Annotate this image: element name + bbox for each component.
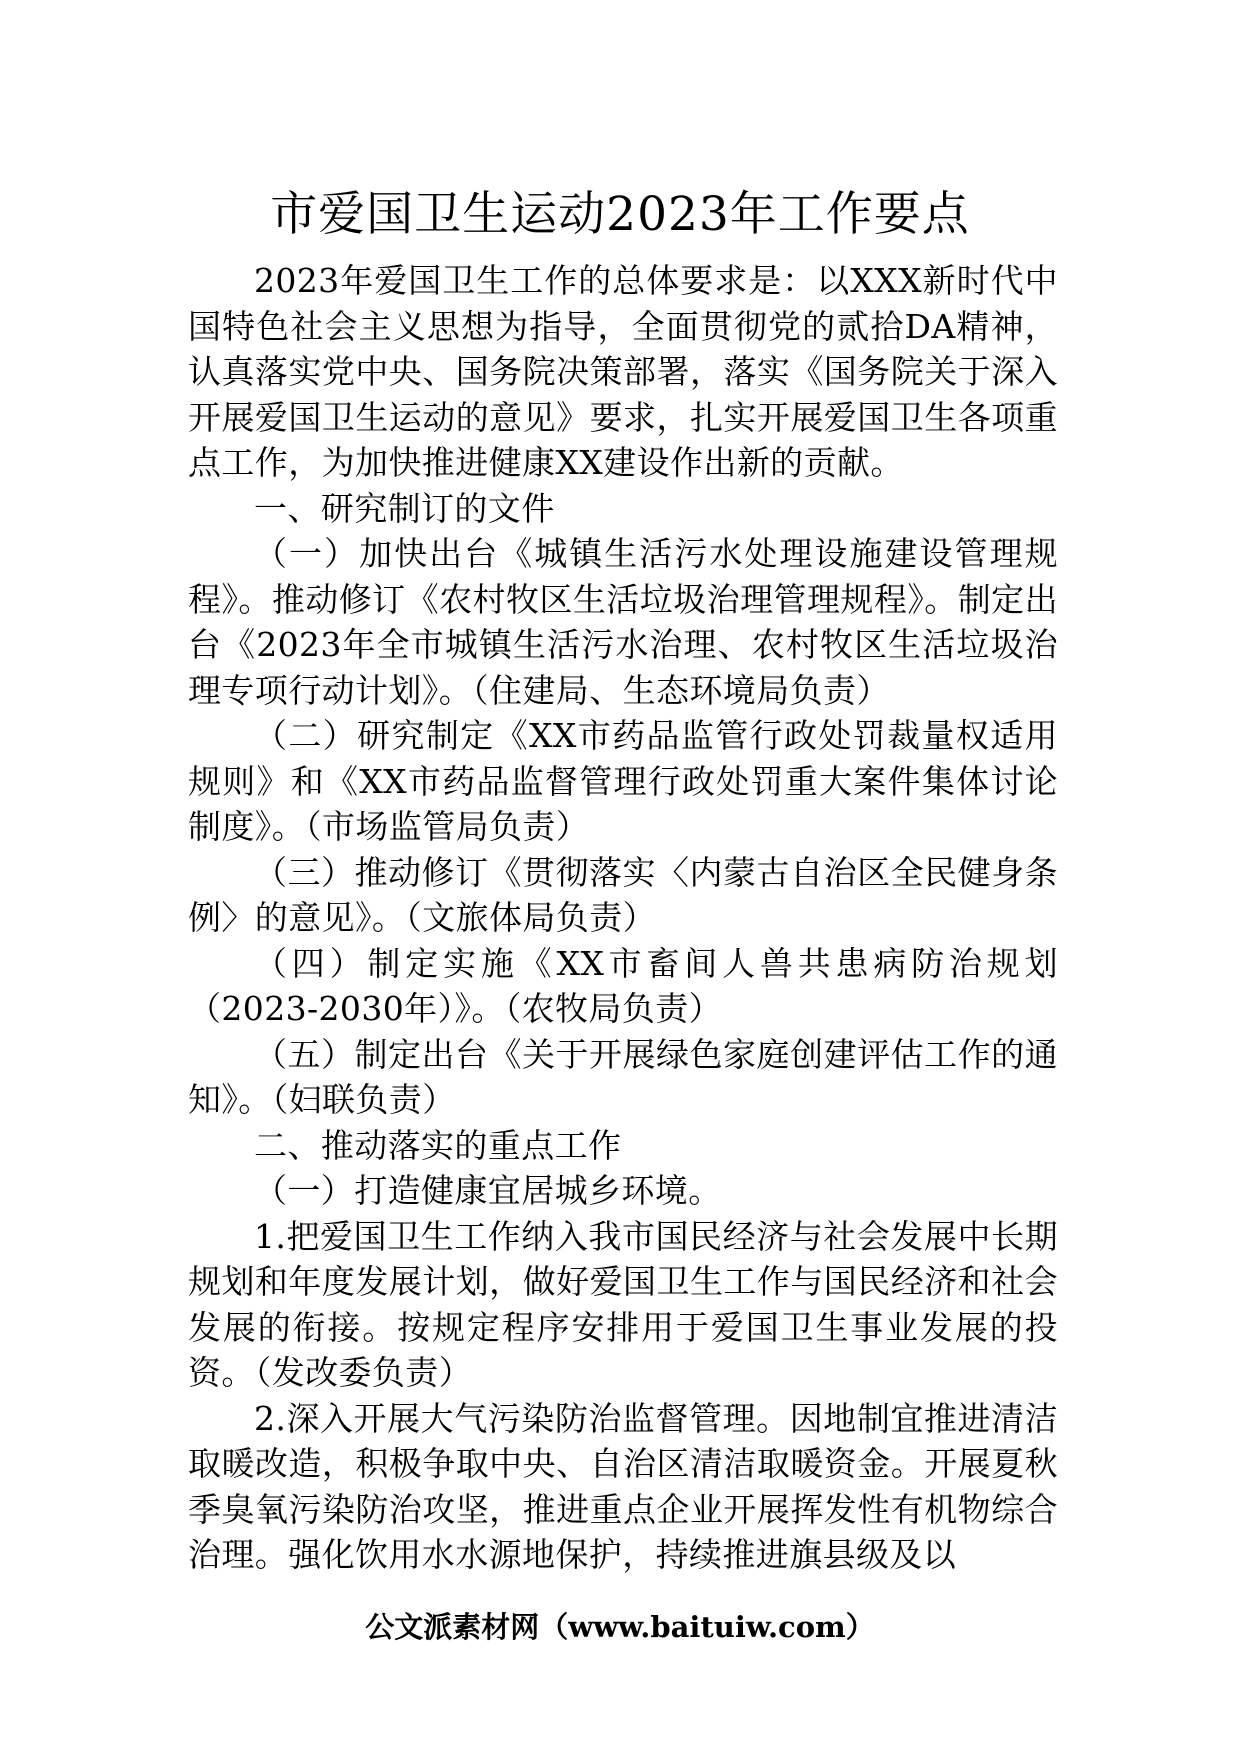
list-item-1-5: （五）制定出台《关于开展绿色家庭创建评估工作的通知》。（妇联负责） [188, 1034, 1058, 1119]
list-item-1-4: （四）制定实施《XX市畜间人兽共患病防治规划（2023-2030年）》。（农牧局负责） [188, 943, 1058, 1028]
list-item-1-3: （三）推动修订《贯彻落实〈内蒙古自治区全民健身条例〉的意见》。（文旅体局负责） [188, 852, 1058, 937]
list-item-1-2: （二）研究制定《XX市药品监管行政处罚裁量权适用规则》和《XX市药品监督管理行政处罚重大案件集体讨论制度》。（市场监管局负责） [188, 716, 1058, 846]
document-title: 市爱国卫生运动2023年工作要点 [270, 187, 970, 242]
numbered-item-1: 1.把爱国卫生工作纳入我市国民经济与社会发展中长期规划和年度发展计划，做好爱国卫生工作与国民经济和社会发展的衔接。按规定程序安排用于爱国卫生事业发展的投资。（发改委负责） [188, 1216, 1058, 1392]
page-footer: 公文派素材网（www.baituiw.com） [365, 1610, 875, 1644]
section-heading-1: 一、研究制订的文件 [254, 488, 555, 528]
intro-paragraph: 2023年爱国卫生工作的总体要求是：以XXX新时代中国特色社会主义思想为指导，全面贯彻党的贰拾DA精神，认真落实党中央、国务院决策部署，落实《国务院关于深入开展爱国卫生运动的意见》要求，扎实开展爱国卫生各项重点工作，为加快推进健康XX建设作出新的贡献。 [188, 261, 1058, 482]
numbered-item-2: 2.深入开展大气污染防治监督管理。因地制宜推进清洁取暖改造，积极争取中央、自治区清洁取暖资金。开展夏秋季臭氧污染防治攻坚，推进重点企业开展挥发性有机物综合治理。强化饮用水水源地保护，持续推进旗县级及以 [188, 1398, 1058, 1574]
document-body [188, 258, 1058, 1578]
subsection-heading-2-1: （一）打造健康宜居城乡环境。 [254, 1171, 722, 1210]
section-heading-2: 二、推动落实的重点工作 [254, 1125, 622, 1165]
list-item-1-1: （一）加快出台《城镇生活污水处理设施建设管理规程》。推动修订《农村牧区生活垃圾治理管理规程》。制定出台《2023年全市城镇生活污水治理、农村牧区生活垃圾治理专项行动计划》。（住建局、生态环境局负责） [188, 534, 1058, 710]
